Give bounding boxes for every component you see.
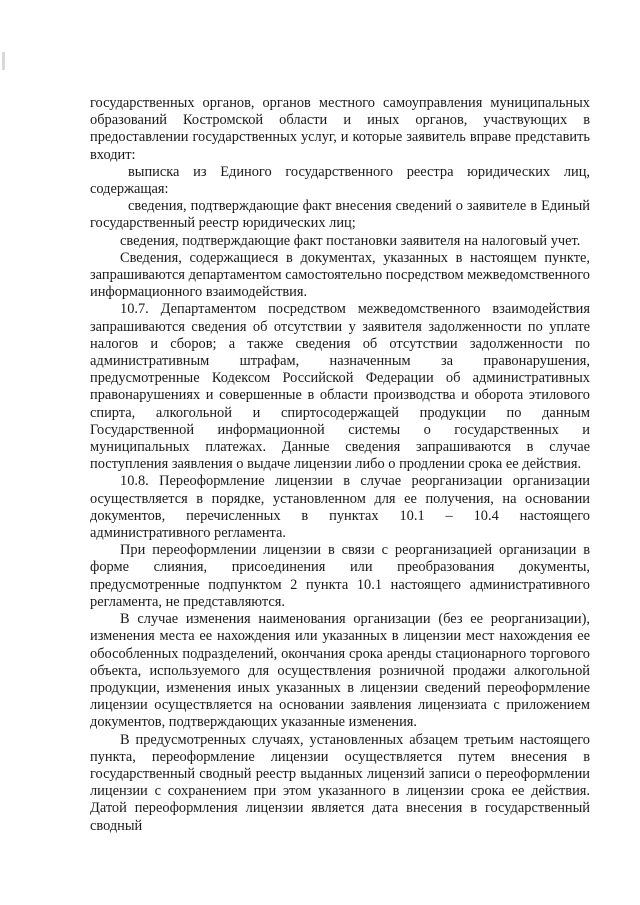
paragraph-egrul-entry-info: сведения, подтверждающие факт внесения сведений о заявителе в Единый государственный реестр юридических лиц; <box>90 198 590 232</box>
document-body <box>90 95 590 835</box>
paragraph-10-8: 10.8. Переоформление лицензии в случае реорганизации организации осуществляется в порядке, установленном для ее получения, на основании документов, перечисленных в пунктах 10.1 – 10.4 настоящего административного регламента. <box>90 473 590 542</box>
paragraph-10-7: 10.7. Департаментом посредством межведомственного взаимодействия запрашиваются сведения об отсутствии у заявителя задолженности по уплате налогов и сборов; а также сведения об отсутствии задолженности по административным штрафам, назначенным за правонарушения, предусмотренные Кодексом Российской Федерации об административных правонарушениях и совершенные в области производства и оборота этилового спирта, алкогольной и спиртосодержащей продукции по данным Государственной информационной системы о государственных и муниципальных платежах. Данные сведения запрашиваются в случае поступления заявления о выдаче лицензии либо о продлении срока ее действия. <box>90 301 590 473</box>
paragraph-intro-continuation: государственных органов, органов местного самоуправления муниципальных образований Костромской области и иных органов, участвующих в предоставлении государственных услуг, и которые заявитель вправе представить входит: <box>90 95 590 163</box>
paragraph-interagency-request: Сведения, содержащиеся в документах, указанных в настоящем пункте, запрашиваются департаментом самостоятельно посредством межведомственного информационного взаимодействия. <box>90 249 590 301</box>
paragraph-name-change: В случае изменения наименования организации (без ее реорганизации), изменения места ее нахождения или указанных в лицензии мест нахождения ее обособленных подразделений, окончания срока аренды стационарного торгового объекта, используемого для осуществления розничной продажи алкогольной продукции, изменения иных указанных в лицензии сведений переоформление лицензии осуществляется на основании заявления лицензиата с приложением документов, подтверждающих указанные изменения. <box>90 611 590 731</box>
scan-edge-mark <box>2 52 5 70</box>
paragraph-reissue-procedure: В предусмотренных случаях, установленных абзацем третьим настоящего пункта, переоформление лицензии осуществляется путем внесения в государственный сводный реестр выданных лицензий записи о переоформлении лицензии с сохранением при этом указанного в лицензии срока ее действия. Датой переоформления лицензии является дата внесения в государственный сводный <box>90 731 590 834</box>
paragraph-tax-registration: сведения, подтверждающие факт постановки заявителя на налоговый учет. <box>120 232 581 249</box>
paragraph-reorganization: При переоформлении лицензии в связи с реорганизацией организации в форме слияния, присоединения или преобразования документы, предусмотренные подпунктом 2 пункта 10.1 настоящего административного регламента, не представляются. <box>90 542 590 610</box>
paragraph-egrul-extract: выписка из Единого государственного реестра юридических лиц, содержащая: <box>90 163 590 198</box>
